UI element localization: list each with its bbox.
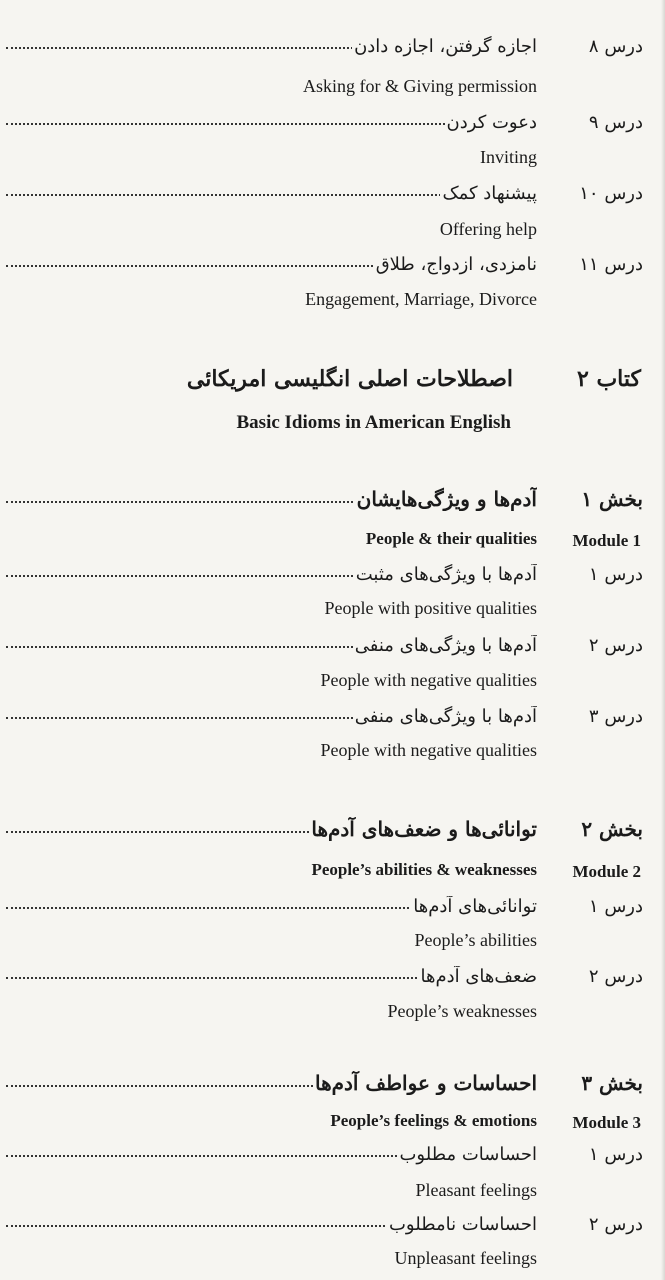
lesson-title-en: People with positive qualities xyxy=(324,598,537,618)
toc-entry-m1-lesson-2[interactable] xyxy=(0,635,665,669)
module-label: Module 3 xyxy=(572,1113,641,1132)
lesson-number: درس ۲ xyxy=(588,635,643,656)
module-number: بخش ۳ xyxy=(581,1071,643,1095)
lesson-number: درس ۱ xyxy=(588,896,643,917)
lesson-number: درس ۳ xyxy=(588,706,643,727)
book-title-fa: اصطلاحات اصلی انگلیسی امریکائی xyxy=(186,366,513,392)
lesson-title-fa: اجازه گرفتن، اجازه دادن xyxy=(6,36,537,57)
toc-entry-m2-lesson-2[interactable] xyxy=(0,966,665,1000)
lesson-title-fa: احساسات مطلوب xyxy=(6,1144,537,1165)
lesson-title-fa: احساسات نامطلوب xyxy=(6,1214,537,1235)
lesson-title-en: Asking for & Giving permission xyxy=(303,76,537,96)
toc-entry-lesson-11[interactable] xyxy=(0,254,665,288)
module-title-en: People’s abilities & weaknesses xyxy=(311,860,537,879)
lesson-title-fa: آدم‌ها با ویژگی‌های منفی xyxy=(6,706,537,727)
module-label: Module 1 xyxy=(572,531,641,550)
lesson-number: درس ۱ xyxy=(588,564,643,585)
lesson-number: درس ۲ xyxy=(588,966,643,987)
lesson-number: درس ۸ xyxy=(588,36,643,57)
lesson-title-en: Offering help xyxy=(439,219,537,239)
lesson-title-en: People with negative qualities xyxy=(320,670,537,690)
module-number: بخش ۱ xyxy=(581,487,643,511)
toc-entry-m3-lesson-2[interactable] xyxy=(0,1214,665,1248)
module-number: بخش ۲ xyxy=(581,817,643,841)
lesson-number: درس ۹ xyxy=(588,112,643,133)
module-title-fa: توانائی‌ها و ضعف‌های آدم‌ها xyxy=(6,817,537,841)
toc-entry-m1-lesson-3[interactable] xyxy=(0,706,665,740)
module-title-fa: احساسات و عواطف آدم‌ها xyxy=(6,1071,537,1095)
book-label: کتاب ۲ xyxy=(576,366,641,392)
toc-entry-lesson-10[interactable] xyxy=(0,183,665,217)
lesson-title-en: People’s abilities xyxy=(414,930,537,950)
lesson-title-fa: نامزدی، ازدواج، طلاق xyxy=(6,254,537,275)
toc-entry-lesson-8[interactable] xyxy=(0,36,665,70)
lesson-number: درس ۱ xyxy=(588,1144,643,1165)
toc-entry-module-2[interactable] xyxy=(0,817,665,851)
lesson-title-fa: آدم‌ها با ویژگی‌های منفی xyxy=(6,635,537,656)
toc-entry-module-3[interactable] xyxy=(0,1071,665,1105)
toc-entry-m1-lesson-1[interactable] xyxy=(0,564,665,598)
toc-entry-lesson-9[interactable] xyxy=(0,112,665,146)
lesson-number: درس ۱۱ xyxy=(579,254,643,275)
lesson-title-fa: آدم‌ها با ویژگی‌های مثبت xyxy=(6,564,537,585)
lesson-title-fa: پیشنهاد کمک xyxy=(6,183,537,204)
lesson-title-fa: ضعف‌های آدم‌ها xyxy=(6,966,537,987)
lesson-title-en: Engagement, Marriage, Divorce xyxy=(305,289,537,309)
lesson-number: درس ۱۰ xyxy=(579,183,643,204)
module-title-en: People & their qualities xyxy=(365,529,537,548)
lesson-title-en: People’s weaknesses xyxy=(387,1001,537,1021)
lesson-title-en: Pleasant feelings xyxy=(415,1180,537,1200)
toc-entry-module-1[interactable] xyxy=(0,487,665,521)
module-title-fa: آدم‌ها و ویژگی‌هایشان xyxy=(6,487,537,511)
lesson-title-fa: دعوت کردن xyxy=(6,112,537,133)
module-title-en: People’s feelings & emotions xyxy=(330,1111,537,1130)
lesson-title-en: People with negative qualities xyxy=(320,740,537,760)
lesson-title-fa: توانائی‌های آدم‌ها xyxy=(6,896,537,917)
toc-entry-m2-lesson-1[interactable] xyxy=(0,896,665,930)
book-title-en: Basic Idioms in American English xyxy=(236,412,511,433)
module-label: Module 2 xyxy=(572,862,641,881)
lesson-number: درس ۲ xyxy=(588,1214,643,1235)
toc-entry-m3-lesson-1[interactable] xyxy=(0,1144,665,1178)
lesson-title-en: Unpleasant feelings xyxy=(394,1248,537,1268)
lesson-title-en: Inviting xyxy=(480,147,537,167)
